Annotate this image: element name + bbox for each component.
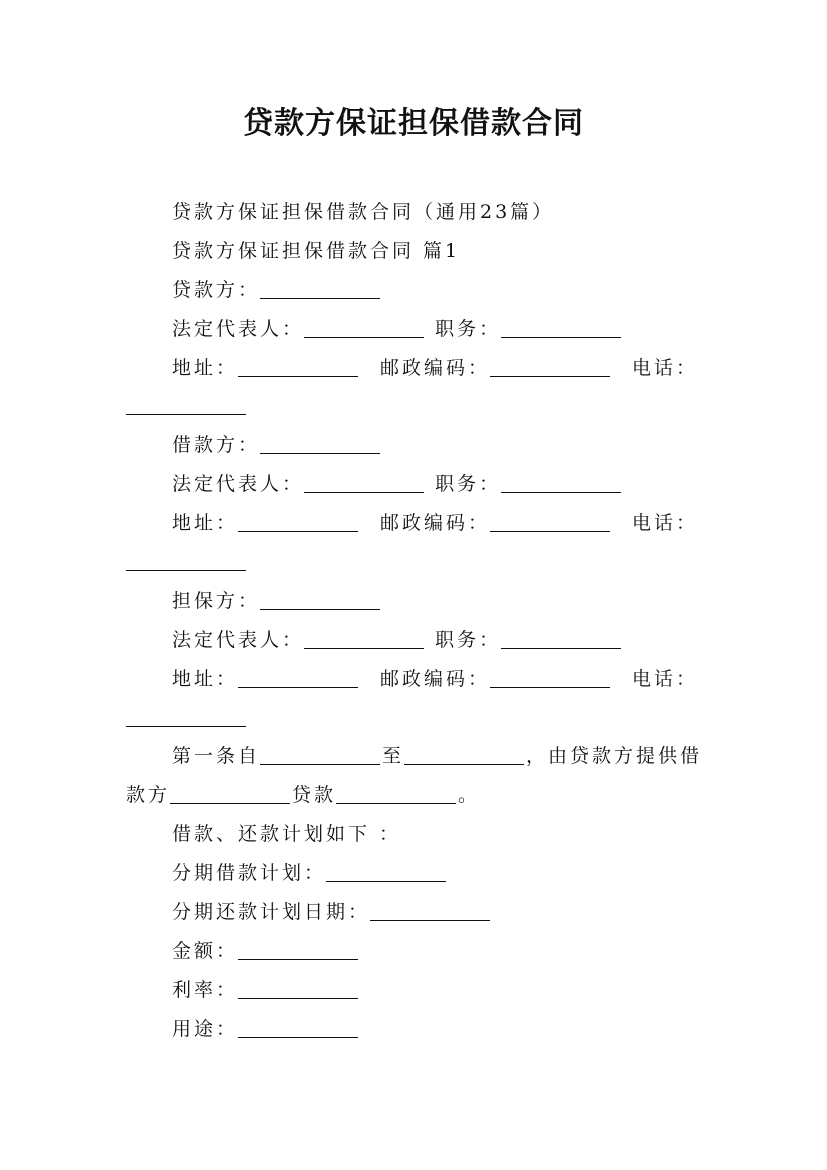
installment-loan-line: [126, 854, 706, 893]
lender-rep-blank: [304, 336, 424, 338]
installment-loan-blank: [326, 880, 446, 882]
guarantor-address-blank: [238, 686, 358, 688]
lender-title-blank: [501, 336, 621, 338]
article1-to-blank: [404, 763, 524, 765]
installment-loan-label: 分期借款计划：: [172, 862, 327, 885]
purpose-blank: [238, 1036, 358, 1038]
guarantor-address-line: [126, 660, 706, 699]
lender-postcode-label: 邮政编码：: [379, 356, 490, 379]
lender-address-blank: [238, 375, 358, 377]
borrower-postcode-label: 邮政编码：: [379, 512, 490, 535]
amount-line: [126, 932, 706, 971]
article1-line2: [126, 776, 706, 815]
purpose-line: [126, 1010, 706, 1049]
guarantor-address-label: 地址：: [172, 667, 239, 690]
amount-label: 金额：: [172, 939, 239, 962]
guarantor-rep-label: 法定代表人：: [172, 628, 305, 651]
lender-phone-blank: [126, 413, 246, 415]
purpose-label: 用途：: [172, 1017, 239, 1040]
article1-mid: ，由贷款方提供借: [526, 745, 703, 768]
lender-title-label: 职务：: [435, 317, 502, 340]
lender-blank: [260, 297, 380, 299]
document-body: [126, 193, 706, 1049]
section-heading: 贷款方保证担保借款合同 篇1: [172, 239, 461, 262]
guarantor-line: [126, 582, 706, 621]
borrower-address-line: [126, 504, 706, 543]
borrower-blank: [260, 452, 380, 454]
lender-rep-line: [126, 310, 706, 349]
lender-phone-label: 电话：: [631, 356, 698, 379]
rate-label: 利率：: [172, 978, 239, 1001]
borrower-address-blank: [238, 530, 358, 532]
rate-blank: [238, 997, 358, 999]
article1-to: 至: [382, 745, 405, 768]
guarantor-phone-label: 电话：: [631, 667, 698, 690]
guarantor-postcode-blank: [490, 686, 610, 688]
lender-address-label: 地址：: [172, 356, 239, 379]
guarantor-phone-blank: [126, 725, 246, 727]
borrower-label: 借款方：: [172, 434, 261, 457]
article1-party-blank: [170, 802, 290, 804]
plan-intro: 借款、还款计划如下 ：: [172, 823, 402, 846]
article1-line1: [126, 737, 706, 776]
guarantor-blank: [260, 608, 380, 610]
lender-rep-label: 法定代表人：: [172, 317, 305, 340]
article1-from-blank: [260, 763, 380, 765]
lender-postcode-blank: [490, 375, 610, 377]
rate-line: [126, 971, 706, 1010]
lender-address-line: [126, 349, 706, 388]
borrower-title-blank: [501, 491, 621, 493]
guarantor-postcode-label: 邮政编码：: [379, 667, 490, 690]
installment-repay-line: [126, 893, 706, 932]
borrower-rep-line: [126, 465, 706, 504]
lender-phone-continuation: [126, 387, 706, 426]
guarantor-rep-blank: [304, 647, 424, 649]
article1-line2-prefix: 款方: [126, 784, 171, 807]
borrower-title-label: 职务：: [435, 473, 502, 496]
document-subtitle: 贷款方保证担保借款合同（通用23篇）: [172, 201, 555, 223]
borrower-postcode-blank: [490, 530, 610, 532]
document-title: 贷款方保证担保借款合同: [243, 106, 584, 141]
installment-repay-label: 分期还款计划日期：: [172, 901, 371, 924]
borrower-phone-label: 电话：: [631, 512, 698, 535]
borrower-phone-continuation: [126, 543, 706, 582]
amount-blank: [238, 958, 358, 960]
borrower-address-label: 地址：: [172, 512, 239, 535]
guarantor-title-blank: [501, 647, 621, 649]
borrower-rep-blank: [304, 491, 424, 493]
guarantor-title-label: 职务：: [435, 628, 502, 651]
guarantor-rep-line: [126, 621, 706, 660]
borrower-phone-blank: [126, 569, 246, 571]
borrower-rep-label: 法定代表人：: [172, 473, 305, 496]
lender-line: [126, 271, 706, 310]
installment-repay-blank: [370, 919, 490, 921]
borrower-line: [126, 426, 706, 465]
lender-label: 贷款方：: [172, 278, 261, 301]
article1-loan: 贷款: [292, 784, 337, 807]
article1-prefix: 第一条自: [172, 745, 261, 768]
guarantor-label: 担保方：: [172, 589, 261, 612]
guarantor-phone-continuation: [126, 699, 706, 738]
article1-end: 。: [458, 784, 481, 807]
article1-amount-blank: [336, 802, 456, 804]
